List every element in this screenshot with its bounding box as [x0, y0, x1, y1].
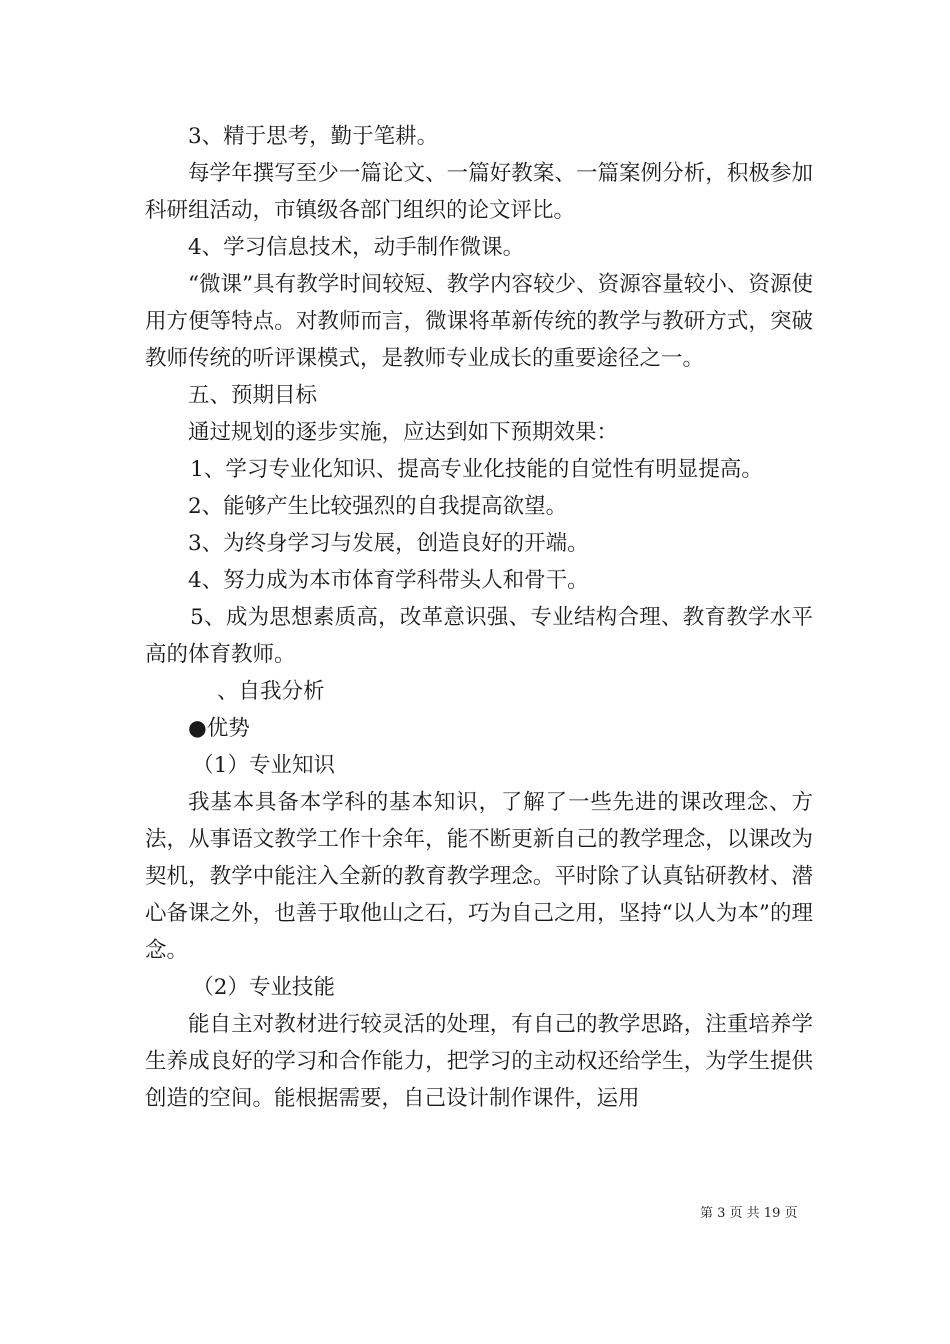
goal-item-4: 4、努力成为本市体育学科带头人和骨干。	[188, 568, 589, 593]
paragraph-professional-knowledge: 我基本具备本学科的基本知识，了解了一些先进的课改理念、方法，从事语文教学工作十余年，能不断更新自己的教学理念，以课改为契机，教学中能注入全新的教育教学理念。平时除了认真钻研教材、潜心备课之外，也善于取他山之石，巧为自己之用，坚持“以人为本”的理念。	[145, 790, 813, 963]
goal-item-5: 5、成为思想素质高，改革意识强、专业结构合理、教育教学水平高的体育教师。	[145, 605, 813, 667]
paragraph-item-3-heading: 3、精于思考，勤于笔耕。	[188, 124, 439, 149]
paragraph-professional-skills: 能自主对教材进行较灵活的处理，有自己的教学思路，注重培养学生养成良好的学习和合作能力，把学习的主动权还给学生，为学生提供创造的空间。能根据需要，自己设计制作课件，运用	[145, 1012, 813, 1111]
goal-item-1: 1、学习专业化知识、提高专业化技能的自觉性有明显提高。	[190, 457, 763, 482]
document-body	[145, 118, 813, 1117]
goal-item-3: 3、为终身学习与发展，创造良好的开端。	[188, 531, 589, 556]
subheading-strengths: ●优势	[188, 716, 250, 741]
paragraph-writing-plan: 每学年撰写至少一篇论文、一篇好教案、一篇案例分析，积极参加科研组活动，市镇级各部门组织的论文评比。	[145, 161, 813, 223]
section-heading-expected-goals: 五、预期目标	[188, 383, 318, 408]
subheading-professional-knowledge: （1）专业知识	[192, 753, 335, 778]
paragraph-goals-intro: 通过规划的逐步实施，应达到如下预期效果：	[188, 420, 619, 445]
paragraph-item-4-heading: 4、学习信息技术，动手制作微课。	[188, 235, 525, 260]
goal-item-2: 2、能够产生比较强烈的自我提高欲望。	[188, 494, 568, 519]
subheading-professional-skills: （2）专业技能	[192, 975, 335, 1000]
paragraph-micro-lesson: “微课”具有教学时间较短、教学内容较少、资源容量较小、资源使用方便等特点。对教师而言，微课将革新传统的教学与教研方式，突破教师传统的听评课模式，是教师专业成长的重要途径之一。	[145, 272, 813, 371]
page-number-footer: 第 3 页 共 19 页	[700, 1206, 798, 1221]
section-heading-self-analysis: 、自我分析	[217, 679, 325, 704]
